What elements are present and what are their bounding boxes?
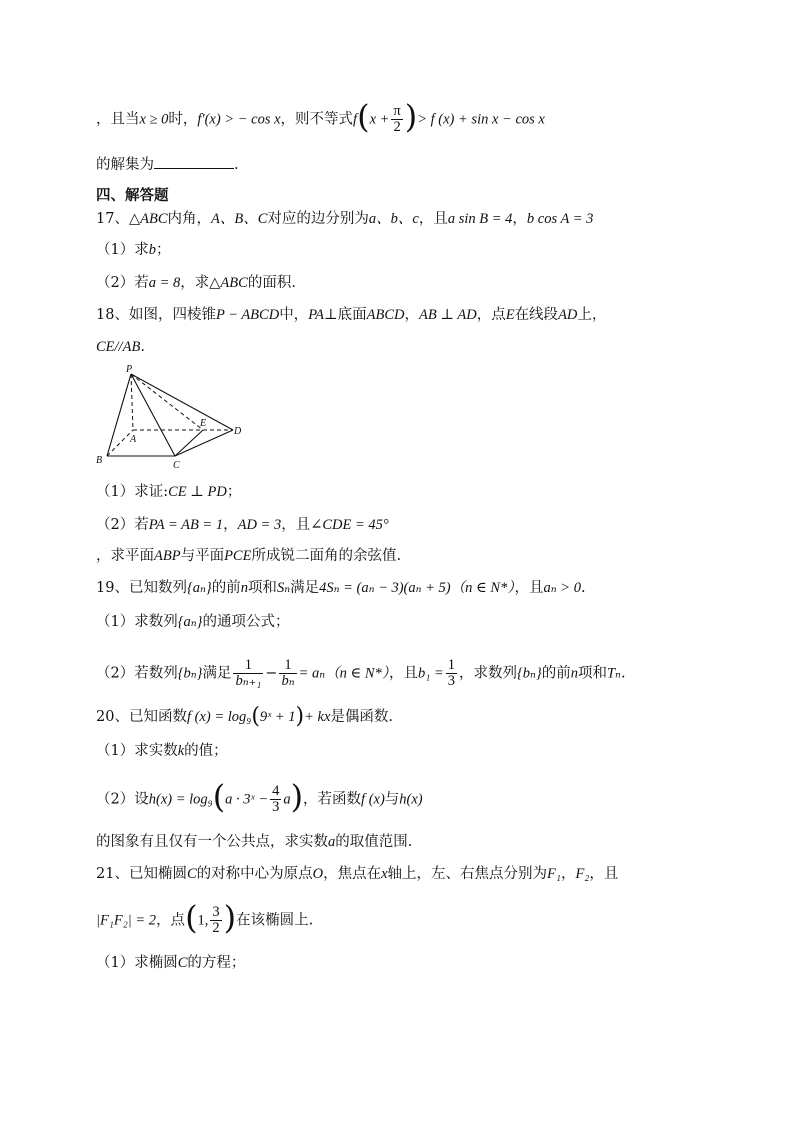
label-B: B [96, 455, 103, 466]
problem-20-part-2: （2）设h(x) = log₉(a · 3ˣ − $\frac{4}{3}$ a)，若函数f (x)与h(x) [96, 777, 423, 816]
math-x-ge-0: x ≥ 0 [139, 111, 169, 128]
problem-18-part-1: （1）求证:CE ⊥ PD； [96, 484, 242, 500]
problem-17-part-1: （1）求b； [96, 242, 171, 258]
edge-PA [131, 374, 133, 430]
problem-18-part-2: （2）若PA = AB = 1，AD = 3，且∠CDE = 45° [96, 517, 389, 533]
edge-CE [175, 430, 203, 456]
math-fprime: f′(x) > − cos x [197, 111, 281, 128]
problem-18-ask: ，求平面ABP与平面PCE所成锐二面角的余弦值. [96, 548, 402, 564]
problem-20-cont: 的图象有且仅有一个公共点，求实数a的取值范围. [96, 834, 413, 850]
problem-17: 17、△ABC内角，A、B、C对应的边分别为a、b、c，且a sin B = 4，b cos A = 3 [96, 211, 594, 227]
problem-21: 21、已知椭圆C的对称中心为原点O，焦点在x轴上，左、右焦点分别为F₁，F₂，且 [96, 866, 619, 882]
label-D: D [234, 426, 242, 437]
answer-blank [154, 154, 234, 169]
problem-19-part-2: （2）若数列{bₙ}满足 $\frac{1}{\text{bₙ₊₁}}$ − $\frac{1}{\text{bₙ}}$ = aₙ（n ∈ N*），且b₁ = $\frac{1}{3}$ ，求数列{bₙ}的前n项和Tₙ. [96, 657, 626, 689]
problem-18-cond: CE//AB. [96, 339, 145, 355]
label-E: E [200, 418, 207, 429]
label-A: A [130, 434, 137, 445]
line-ineq: ，且当x ≥ 0时，f′(x) > − cos x，则不等式f(x + $\frac{\pi}{2}$ )> f (x) + sin x − cos x [96, 97, 545, 136]
problem-19-part-1: （1）求数列{aₙ}的通项公式； [96, 614, 290, 630]
pyramid-figure [93, 362, 243, 472]
problem-17-part-2: （2）若a = 8，求△ABC的面积. [96, 275, 296, 291]
problem-18: 18、如图，四棱锥P − ABCD中，PA⊥底面ABCD，AB ⊥ AD，点E在线段AD上， [96, 307, 607, 323]
fraction-pi-over-2: $\frac{\pi}{2}$ [393, 103, 401, 135]
problem-19: 19、已知数列{aₙ}的前n项和Sₙ满足4Sₙ = (aₙ − 3)(aₙ + 5)（n ∈ N*），且aₙ > 0. [96, 580, 586, 596]
section-heading: 四、解答题 [96, 188, 169, 204]
edge-PE [131, 374, 203, 430]
problem-21-cond: |F₁F₂| = 2，点(1, $\frac{3}{2}$ )在该椭圆上. [96, 898, 314, 937]
label-P: P [126, 364, 133, 375]
edge-CD [175, 430, 233, 456]
label-C: C [173, 460, 180, 471]
problem-20: 20、已知函数f (x) = log₉(9ˣ + 1)+ kx是偶函数. [96, 704, 394, 729]
problem-20-part-1: （1）求实数k的值； [96, 743, 228, 759]
problem-21-part-1: （1）求椭圆C的方程； [96, 955, 246, 971]
line-solution-set: 的解集为 . [96, 154, 239, 175]
